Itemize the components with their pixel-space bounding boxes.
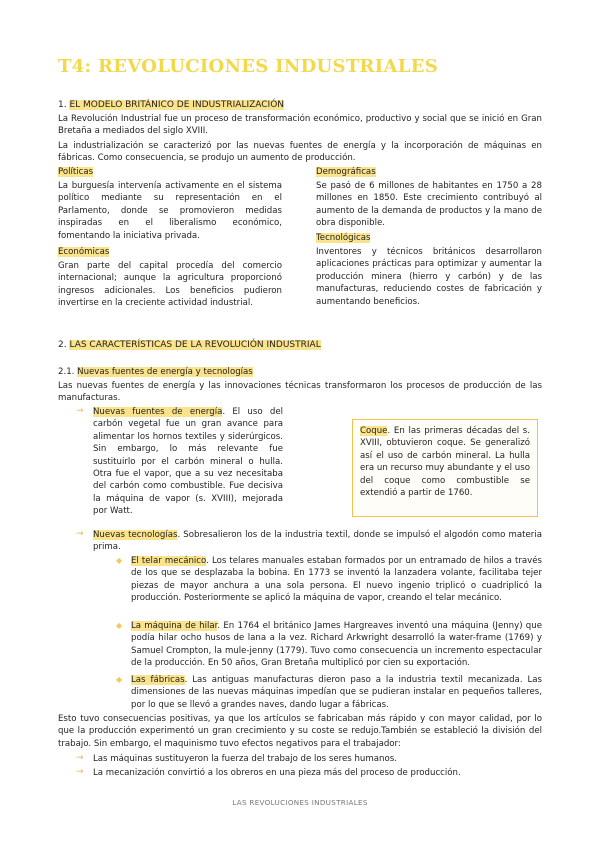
- demograficas-label-wrap: [316, 166, 376, 178]
- demograficas-label: Demográficas: [316, 167, 376, 177]
- coque-box-body: . En las primeras décadas del s. XVIII, obtuvieron coque. Se generalizó así el uso de carbón mineral. La hulla era un recurso muy abundante y el uso del coque como combustible se extendió a partir de 1760.: [360, 426, 530, 499]
- coque-info-box: [352, 419, 538, 517]
- arrow-icon: →: [76, 767, 84, 777]
- page-title: T4: REVOLUCIONES INDUSTRIALES: [58, 56, 439, 77]
- bullet-energy-sources-text: . El uso del carbón vegetal fue un gran avance para alimentar los hornos textiles y siderúrgicos. Sin embargo, lo más relevante fue sustituirlo por el carbón mineral o hulla. Otra fue el vapor, que a su vez necesitaba del carbón como combustible. Fue decisiva la máquina de vapor (s. XVIII), mejorada por Watt.: [93, 407, 283, 517]
- subsection-2-1-number: 2.1.: [58, 367, 75, 377]
- item-spinning-machine-label: La máquina de hilar: [131, 621, 218, 631]
- coque-box-text: [360, 425, 530, 499]
- page-footer: LAS REVOLUCIONES INDUSTRIALES: [232, 798, 368, 807]
- economicas-text: Gran parte del capital procedía del comercio internacional; aunque la agricultura proporcionó ingresos adicionales. Los beneficios pudieron invertirse en la creciente actividad industrial.: [58, 261, 282, 309]
- arrow-icon: →: [76, 406, 84, 416]
- conclusion-paragraph: Esto tuvo consecuencias positivas, ya que los artículos se fabricaban más rápido y con mayor calidad, por lo que la producción experimentó un gran crecimiento y su coste se redujo.También se estableció la división del trabajo. Sin embargo, el maquinismo tuvo efectos negativos para el trabajador:: [58, 714, 542, 749]
- economicas-label: Económicas: [58, 247, 110, 257]
- item-factories-text: . Las antiguas manufacturas dieron paso a la industria textil mecanizada. Las dimensiones de las nuevas máquinas impedían que se pudieran instalar en pequeños talleres, por lo que se llevó a grandes naves, dando lugar a fábricas.: [131, 675, 543, 710]
- tecnologicas-text: Inventores y técnicos británicos desarrollaron aplicaciones prácticas para optimizar y aumentar la producción minera (hierro y carbón) y de las manufacturas, reduciendo costes de fabricación y aumentando beneficios.: [316, 247, 542, 307]
- subsection-2-1-intro: Las nuevas fuentes de energía y las innovaciones técnicas transformaron los procesos de producción de las manufacturas.: [58, 381, 542, 404]
- item-spinning-machine: [131, 620, 542, 670]
- politicas-label-wrap: [58, 166, 93, 178]
- tecnologicas-label: Tecnológicas: [316, 233, 371, 243]
- bullet-energy-sources: [93, 406, 283, 518]
- politicas-label: Políticas: [58, 167, 94, 177]
- item-factories-label: Las fábricas: [131, 675, 185, 685]
- subsection-2-1-heading: [58, 366, 253, 378]
- item-factories: [131, 674, 542, 711]
- diamond-bullet-icon: ◆: [116, 675, 123, 684]
- bullet-energy-sources-label: Nuevas fuentes de energía: [93, 407, 223, 417]
- politicas-text: La burguesía intervenía activamente en el sistema político mediante su representación en el Parlamento, donde se promovieron medidas inspiradas en el liberalismo económico, fomentando la iniciativa privada.: [58, 181, 282, 241]
- section-2-title: LAS CARACTERÍSTICAS DE LA REVOLUCIÓN INDUSTRIAL: [69, 340, 321, 350]
- economicas-label-wrap: [58, 246, 109, 258]
- diamond-bullet-icon: ◆: [116, 556, 123, 565]
- item-mechanical-loom-label: El telar mecánico: [131, 556, 207, 566]
- bullet-new-technologies-text: . Sobresalieron los de la industria textil, donde se impulsó el algodón como materia prima.: [93, 530, 542, 553]
- subsection-2-1-title: Nuevas fuentes de energía y tecnologías: [77, 367, 253, 377]
- coque-box-label: Coque: [360, 426, 388, 436]
- section-1-heading: [58, 99, 284, 111]
- negative-effect-1: Las máquinas sustituyeron la fuerza del trabajo de los seres humanos.: [93, 754, 397, 764]
- section-1-title: EL MODELO BRITÁNICO DE INDUSTRIALIZACIÓN: [69, 100, 285, 110]
- negative-effect-2: La mecanización convirtió a los obreros en una pieza más del proceso de producción.: [93, 768, 461, 778]
- arrow-icon: →: [76, 753, 84, 763]
- bullet-new-technologies: [93, 529, 542, 554]
- demograficas-text: Se pasó de 6 millones de habitantes en 1750 a 28 millones en 1850. Este crecimiento contribuyó al aumento de la demanda de productos y la mano de obra disponible.: [316, 181, 542, 229]
- section-1-paragraph-1: La Revolución Industrial fue un proceso de transformación económico, productivo y social que se inició en Gran Bretaña a mediados del siglo XVIII.: [58, 114, 542, 137]
- bullet-new-technologies-label: Nuevas tecnologías: [93, 530, 178, 540]
- diamond-bullet-icon: ◆: [116, 621, 123, 630]
- section-2-heading: [58, 339, 321, 351]
- tecnologicas-label-wrap: [316, 232, 370, 244]
- item-spinning-machine-text: . En 1764 el británico James Hargreaves inventó una máquina (Jenny) que podía hilar ocho husos de lana a la vez. Richard Arkwright desarrolló la water-frame (1769) y Samuel Crompton, la mule-jenny (1779). Tuvo como consecuencia un incremento espectacular de la producción. En 50 años, Gran Bretaña multiplicó por cien su exportación.: [131, 621, 542, 669]
- item-mechanical-loom: [131, 555, 542, 605]
- item-mechanical-loom-text: . Los telares manuales estaban formados por un entramado de hilos a través de los que se desplazaba la bobina. En 1773 se inventó la lanzadera volante, facilitaba tejer piezas de mayor anchura a una sola persona. El nuevo ingenio triplicó o cuadriplicó la producción. Posteriormente se aplicó la máquina de vapor, creando el telar mecánico.: [131, 556, 542, 604]
- arrow-icon: →: [76, 529, 84, 539]
- section-2-number: 2.: [58, 340, 67, 350]
- section-1-paragraph-2: La industrialización se caracterizó por las nuevas fuentes de energía y la incorporación de máquinas en fábricas. Como consecuencia, se produjo un aumento de producción.: [58, 141, 542, 164]
- section-1-number: 1.: [58, 100, 67, 110]
